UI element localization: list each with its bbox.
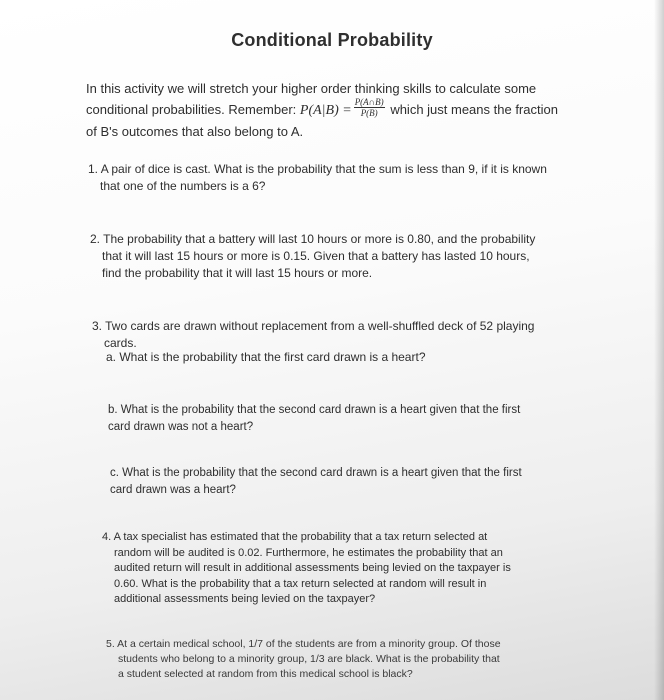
question-1-line-1: A pair of dice is cast. What is the probability that the sum is less than 9, if it is known bbox=[100, 162, 547, 176]
question-2-line-2: that it will last 15 hours or more is 0.15. Given that a battery has lasted 10 hours, bbox=[102, 249, 530, 263]
question-3b-line-2: card drawn was not a heart? bbox=[108, 421, 254, 433]
page-edge-shadow bbox=[654, 0, 664, 700]
question-3c-line-1: c. What is the probability that the second card drawn is a heart given that the first bbox=[110, 467, 522, 479]
question-3c bbox=[110, 465, 580, 499]
intro-line-3: of B's outcomes that also belong to A. bbox=[86, 124, 304, 139]
intro-line-2-start: conditional probabilities. Remember: bbox=[86, 102, 297, 117]
question-5-number: 5. bbox=[106, 638, 115, 650]
question-4-number: 4. bbox=[102, 531, 112, 543]
question-3b bbox=[108, 402, 588, 436]
question-4 bbox=[102, 530, 572, 608]
question-1-line-2: that one of the numbers is a 6? bbox=[100, 179, 266, 193]
question-3-line-1: Two cards are drawn without replacement from a well-shuffled deck of 52 playing bbox=[105, 319, 535, 333]
intro-line-2-end: which just means the fraction bbox=[390, 102, 558, 117]
question-5 bbox=[106, 637, 586, 682]
question-3b-line-1: b. What is the probability that the second card drawn is a heart given that the first bbox=[108, 404, 521, 416]
question-2 bbox=[90, 231, 600, 282]
question-5-line-1: At a certain medical school, 1/7 of the students are from a minority group. Of those bbox=[117, 638, 501, 650]
question-3-number: 3. bbox=[92, 319, 103, 333]
question-3a bbox=[106, 349, 586, 366]
question-3-line-2: cards. bbox=[104, 336, 137, 350]
question-1 bbox=[88, 161, 618, 195]
question-4-line-1: A tax specialist has estimated that the probability that a tax return selected at bbox=[113, 531, 488, 543]
question-5-line-3: a student selected at random from this medical school is black? bbox=[118, 668, 413, 680]
page-title: Conditional Probability bbox=[231, 30, 433, 50]
question-3 bbox=[92, 318, 592, 352]
question-4-line-5: additional assessments being levied on the taxpayer? bbox=[114, 593, 376, 605]
question-1-number: 1. bbox=[88, 162, 99, 176]
question-2-number: 2. bbox=[90, 232, 101, 246]
formula-lhs: P(A|B) = bbox=[299, 103, 352, 118]
fraction-numerator: P(A∩B) bbox=[354, 97, 384, 108]
question-5-line-2: students who belong to a minority group, 1/3 are black. What is the probability that bbox=[118, 653, 500, 665]
intro-line-1: In this activity we will stretch your higher order thinking skills to calculate some bbox=[86, 81, 537, 96]
question-4-line-4: 0.60. What is the probability that a tax return selected at random will result in bbox=[114, 577, 487, 590]
question-2-line-3: find the probability that it will last 15 hours or more. bbox=[102, 266, 373, 280]
fraction-denominator: P(B) bbox=[360, 108, 378, 119]
question-4-line-3: audited return will result in additional assessments being levied on the taxpayer is bbox=[114, 562, 511, 574]
question-4-line-2: random will be audited is 0.02. Furthermore, he estimates the probability that an bbox=[114, 546, 503, 559]
question-2-line-1: The probability that a battery will last 10 hours or more is 0.80, and the probability bbox=[103, 232, 536, 246]
question-3c-line-2: card drawn was a heart? bbox=[110, 484, 236, 496]
formula-fraction bbox=[354, 97, 385, 118]
intro-paragraph bbox=[86, 78, 626, 142]
question-3a-text: a. What is the probability that the first card drawn is a heart? bbox=[106, 350, 426, 364]
